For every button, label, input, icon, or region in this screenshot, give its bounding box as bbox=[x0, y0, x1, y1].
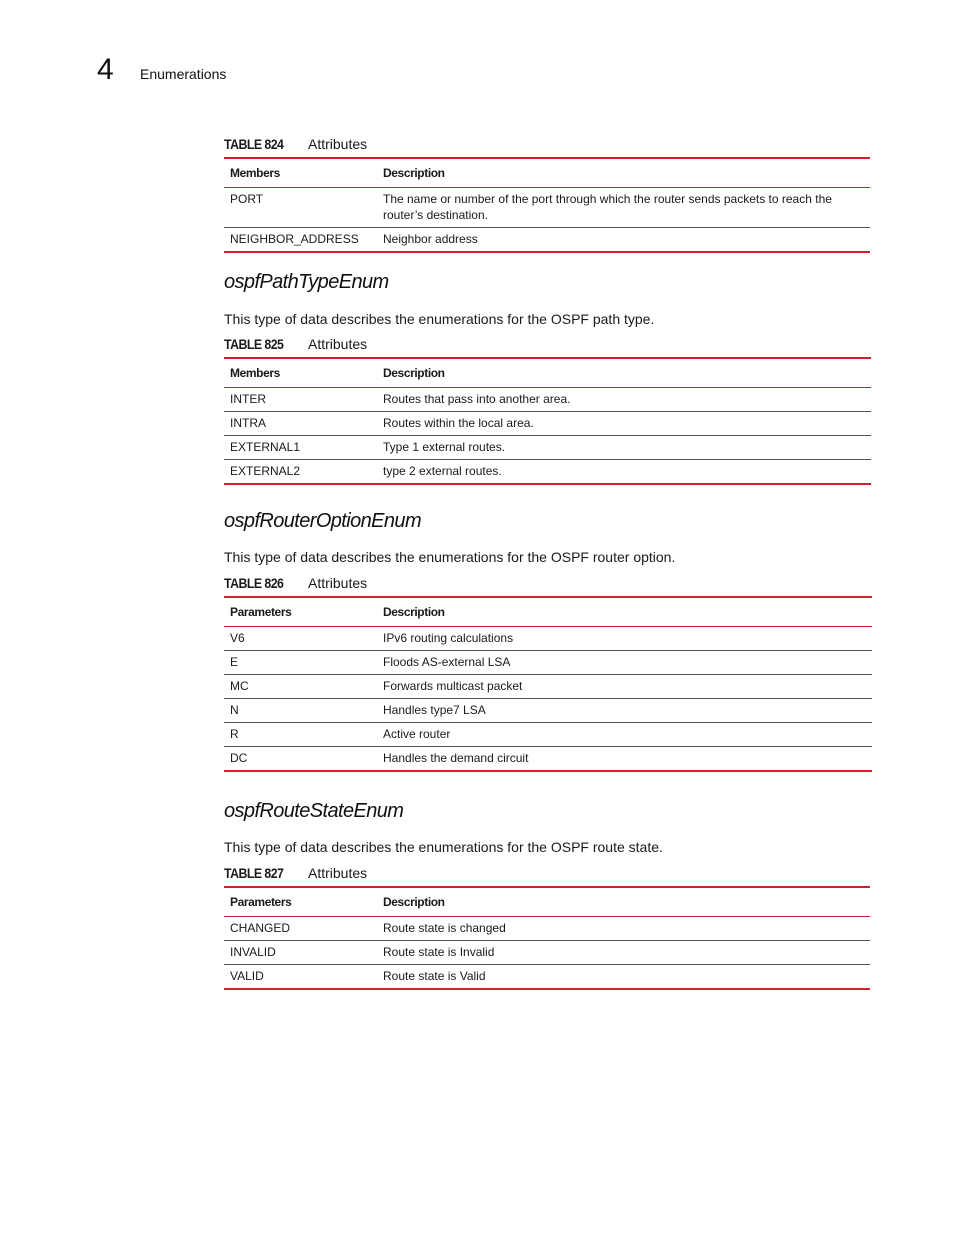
parameter-cell: DC bbox=[230, 751, 248, 765]
member-cell: PORT bbox=[230, 192, 264, 206]
table-row bbox=[224, 675, 872, 699]
parameter-cell: R bbox=[230, 727, 239, 741]
table-row bbox=[224, 917, 870, 941]
description-cell: Route state is Valid bbox=[383, 969, 486, 983]
description-cell: Floods AS-external LSA bbox=[383, 655, 511, 669]
chapter-number: 4 bbox=[97, 53, 114, 86]
section-description-routeroption: This type of data describes the enumerations for the OSPF router option. bbox=[224, 549, 676, 565]
table-header-row bbox=[224, 358, 871, 388]
section-title-pathtype: ospfPathTypeEnum bbox=[224, 271, 389, 293]
attributes-table-824 bbox=[224, 157, 870, 253]
section-description-pathtype: This type of data describes the enumerations for the OSPF path type. bbox=[224, 311, 655, 327]
attributes-table-826 bbox=[224, 596, 872, 772]
description-cell: Route state is changed bbox=[383, 921, 506, 935]
description-cell: The name or number of the port through which the router sends packets to reach the router’s destination. bbox=[383, 192, 832, 222]
table-caption-text: Attributes bbox=[308, 136, 368, 152]
table-827-block bbox=[224, 863, 870, 990]
column-header-description: Description bbox=[383, 895, 445, 909]
description-cell: Active router bbox=[383, 727, 451, 741]
member-cell: NEIGHBOR_ADDRESS bbox=[230, 232, 359, 246]
table-caption bbox=[224, 573, 872, 593]
table-row bbox=[224, 388, 871, 412]
member-cell: EXTERNAL1 bbox=[230, 440, 301, 454]
table-label: TABLE 827 bbox=[224, 865, 284, 881]
table-row bbox=[224, 412, 871, 436]
description-cell: Routes that pass into another area. bbox=[383, 392, 571, 406]
parameter-cell: N bbox=[230, 703, 239, 717]
table-caption bbox=[224, 863, 870, 883]
table-label: TABLE 825 bbox=[224, 336, 284, 352]
table-label: TABLE 826 bbox=[224, 575, 284, 591]
table-row bbox=[224, 228, 870, 253]
parameter-cell: MC bbox=[230, 679, 249, 693]
table-header-row bbox=[224, 887, 870, 917]
table-824-block bbox=[224, 134, 870, 253]
table-row bbox=[224, 460, 871, 485]
attributes-table-825 bbox=[224, 357, 871, 485]
table-caption bbox=[224, 134, 870, 154]
column-header-description: Description bbox=[383, 166, 445, 180]
description-cell: Neighbor address bbox=[383, 232, 478, 246]
table-caption-text: Attributes bbox=[308, 865, 368, 881]
table-826-block bbox=[224, 573, 872, 772]
section-title-routestate: ospfRouteStateEnum bbox=[224, 800, 404, 822]
parameter-cell: E bbox=[230, 655, 239, 669]
table-row bbox=[224, 747, 872, 772]
member-cell: EXTERNAL2 bbox=[230, 464, 301, 478]
table-label: TABLE 824 bbox=[224, 136, 284, 152]
attributes-table-827 bbox=[224, 886, 870, 990]
description-cell: Handles the demand circuit bbox=[383, 751, 529, 765]
table-row bbox=[224, 651, 872, 675]
chapter-title: Enumerations bbox=[140, 66, 227, 82]
table-row bbox=[224, 436, 871, 460]
table-825-block bbox=[224, 334, 871, 485]
column-header-parameters: Parameters bbox=[230, 605, 292, 619]
table-caption-text: Attributes bbox=[308, 336, 368, 352]
description-cell: IPv6 routing calculations bbox=[383, 631, 514, 645]
parameter-cell: V6 bbox=[230, 631, 245, 645]
parameter-cell: VALID bbox=[230, 969, 264, 983]
table-caption-text: Attributes bbox=[308, 575, 368, 591]
description-cell: Forwards multicast packet bbox=[383, 679, 523, 693]
column-header-parameters: Parameters bbox=[230, 895, 292, 909]
section-description-routestate: This type of data describes the enumerations for the OSPF route state. bbox=[224, 839, 663, 855]
description-cell: Route state is Invalid bbox=[383, 945, 495, 959]
table-row bbox=[224, 188, 870, 228]
member-cell: INTRA bbox=[230, 416, 266, 430]
column-header-members: Members bbox=[230, 166, 280, 180]
table-row bbox=[224, 627, 872, 651]
column-header-members: Members bbox=[230, 366, 280, 380]
table-header-row bbox=[224, 158, 870, 188]
table-row bbox=[224, 723, 872, 747]
description-cell: type 2 external routes. bbox=[383, 464, 502, 478]
parameter-cell: CHANGED bbox=[230, 921, 291, 935]
member-cell: INTER bbox=[230, 392, 266, 406]
table-header-row bbox=[224, 597, 872, 627]
column-header-description: Description bbox=[383, 605, 445, 619]
section-title-routeroption: ospfRouterOptionEnum bbox=[224, 510, 422, 532]
table-row bbox=[224, 965, 870, 990]
description-cell: Routes within the local area. bbox=[383, 416, 534, 430]
table-caption bbox=[224, 334, 871, 354]
table-row bbox=[224, 699, 872, 723]
parameter-cell: INVALID bbox=[230, 945, 276, 959]
description-cell: Type 1 external routes. bbox=[383, 440, 506, 454]
column-header-description: Description bbox=[383, 366, 445, 380]
table-row bbox=[224, 941, 870, 965]
description-cell: Handles type7 LSA bbox=[383, 703, 486, 717]
